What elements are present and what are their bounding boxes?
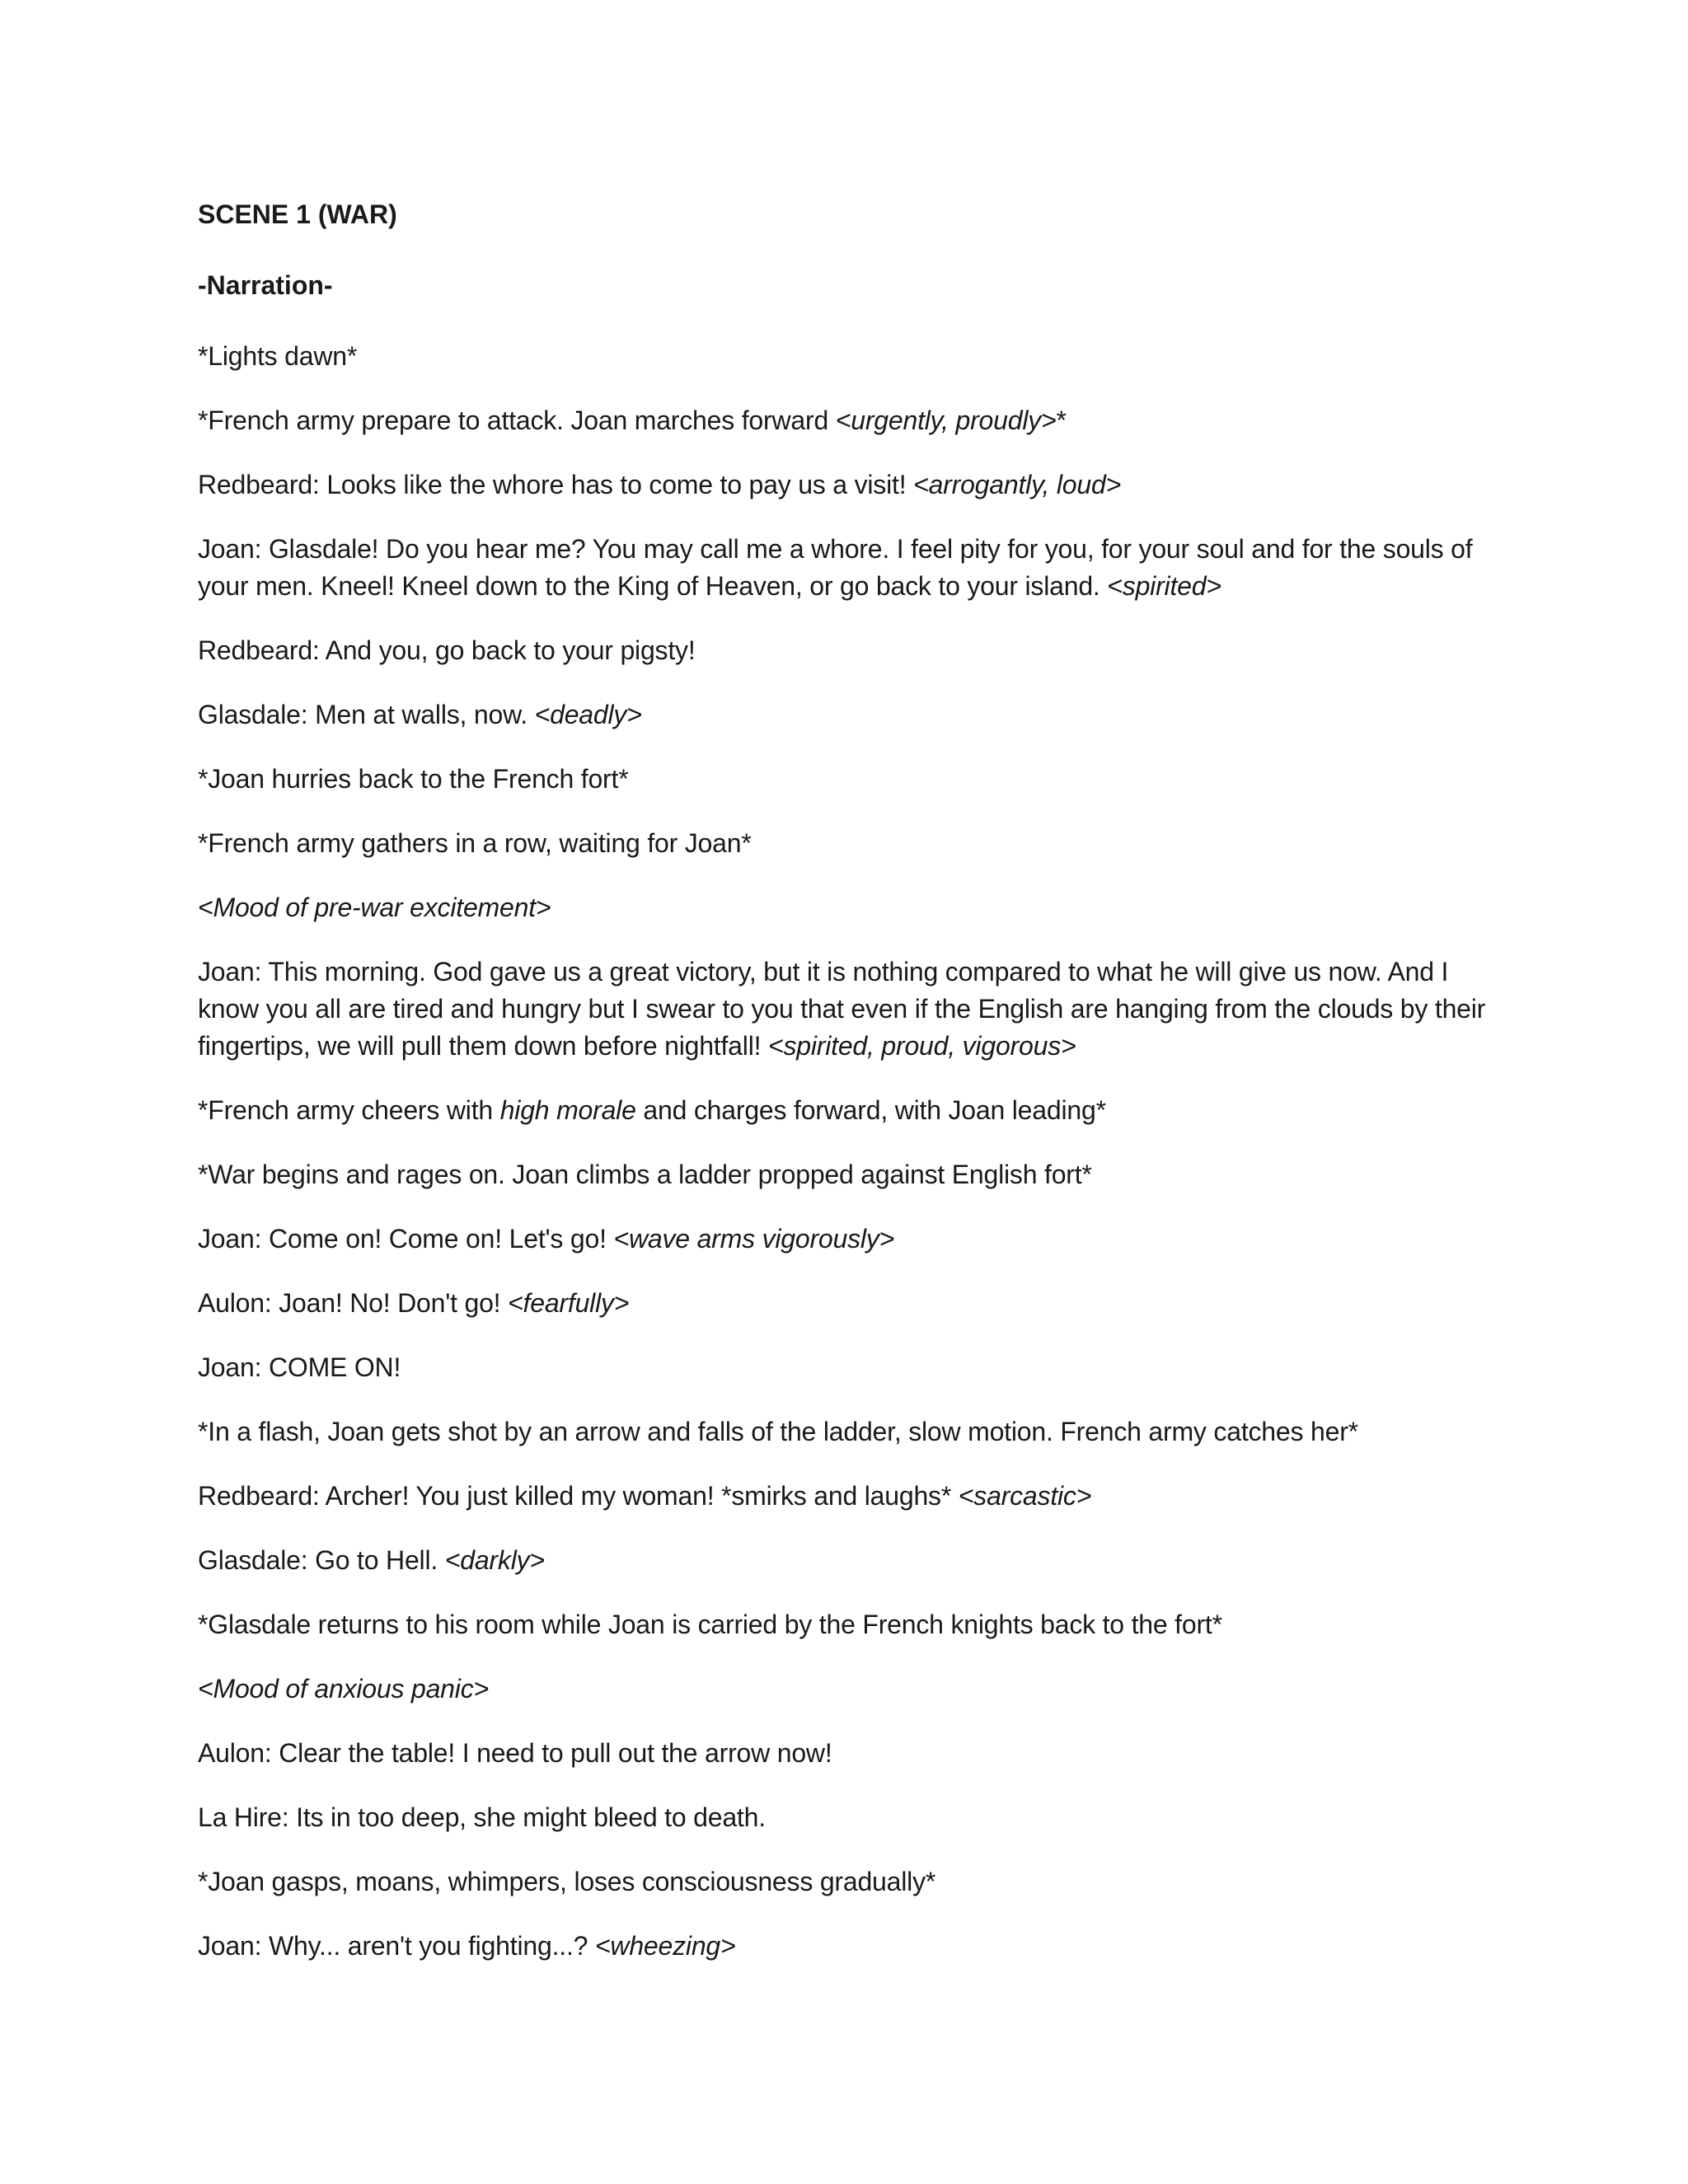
line-text: Redbeard: Archer! You just killed my woman! *smirks and laughs* — [198, 1481, 959, 1511]
script-line — [198, 954, 1500, 1065]
script-line — [198, 1606, 1500, 1643]
script-line — [198, 1928, 1500, 1965]
stage-direction-text: <arrogantly, loud> — [913, 470, 1122, 499]
line-text: Glasdale: Go to Hell. — [198, 1545, 445, 1575]
line-text: Glasdale: Men at walls, now. — [198, 700, 535, 729]
script-line — [198, 825, 1500, 862]
line-text: Joan: Come on! Come on! Let's go! — [198, 1224, 614, 1254]
line-text: Joan: Glasdale! Do you hear me? You may call me a whore. I feel pity for you, for your soul and for the souls of your men. Kneel! Kneel down to the King of Heaven, or go back to your island. — [198, 534, 1473, 601]
script-line — [198, 338, 1500, 375]
script-line — [198, 402, 1500, 439]
script-line — [198, 761, 1500, 798]
script-line — [198, 1413, 1500, 1451]
stage-direction-text: high morale — [499, 1095, 636, 1125]
line-text: *In a flash, Joan gets shot by an arrow and falls of the ladder, slow motion. French army catches her* — [198, 1417, 1358, 1446]
line-text: Aulon: Joan! No! Don't go! — [198, 1288, 509, 1318]
line-text: *Lights dawn* — [198, 341, 358, 371]
stage-direction-text: <darkly> — [444, 1545, 545, 1575]
scene-title: SCENE 1 (WAR) — [198, 199, 397, 229]
line-text: * — [1056, 405, 1067, 435]
script-line — [198, 1799, 1500, 1836]
stage-direction-text: <spirited> — [1107, 571, 1221, 601]
stage-direction-text: <spirited, proud, vigorous> — [767, 1031, 1076, 1061]
script-line — [198, 466, 1500, 504]
script-line — [198, 1542, 1500, 1579]
line-text: *Joan hurries back to the French fort* — [198, 764, 629, 794]
line-text: and charges forward, with Joan leading* — [635, 1095, 1106, 1125]
script-line — [198, 1221, 1500, 1258]
script-line — [198, 1863, 1500, 1900]
line-text: *French army gathers in a row, waiting for Joan* — [198, 828, 752, 858]
script-line — [198, 889, 1500, 926]
line-text: La Hire: Its in too deep, she might bleed to death. — [198, 1802, 766, 1832]
section-label: -Narration- — [198, 270, 333, 300]
line-text: Aulon: Clear the table! I need to pull out the arrow now! — [198, 1738, 832, 1768]
script-line — [198, 1671, 1500, 1708]
script-line — [198, 696, 1500, 733]
line-text: *French army cheers with — [198, 1095, 500, 1125]
line-text: *War begins and rages on. Joan climbs a ladder propped against English fort* — [198, 1160, 1092, 1189]
line-text: *Glasdale returns to his room while Joan is carried by the French knights back to the fort* — [198, 1610, 1222, 1639]
line-text: Joan: Why... aren't you fighting...? — [198, 1931, 595, 1961]
script-line — [198, 1285, 1500, 1322]
script-line — [198, 531, 1500, 605]
script-lines — [198, 338, 1500, 1965]
line-text: *Joan gasps, moans, whimpers, loses consciousness gradually* — [198, 1867, 936, 1896]
script-line — [198, 1478, 1500, 1515]
script-line — [198, 1156, 1500, 1193]
line-text: Joan: This morning. God gave us a great victory, but it is nothing compared to what he will give us now. And I know you all are tired and hungry but I swear to you that even if the English are hanging from the clouds by their fingertips, we will pull them down before nightfall! — [198, 957, 1486, 1061]
line-text: *French army prepare to attack. Joan marches forward — [198, 405, 836, 435]
script-line — [198, 1735, 1500, 1772]
script-line — [198, 632, 1500, 669]
script-page — [198, 198, 1500, 1992]
line-text: Redbeard: And you, go back to your pigsty! — [198, 635, 696, 665]
stage-direction-text: <fearfully> — [508, 1288, 630, 1318]
stage-direction-text: <sarcastic> — [958, 1481, 1092, 1511]
stage-direction-text: <wheezing> — [594, 1931, 736, 1961]
stage-direction-text: <Mood of anxious panic> — [198, 1674, 489, 1704]
stage-direction-text: <urgently, proudly> — [835, 405, 1057, 435]
line-text: Joan: COME ON! — [198, 1352, 401, 1382]
stage-direction-text: <wave arms vigorously> — [613, 1224, 895, 1254]
script-line — [198, 1349, 1500, 1386]
line-text: Redbeard: Looks like the whore has to come to pay us a visit! — [198, 470, 914, 499]
script-line — [198, 1092, 1500, 1129]
stage-direction-text: <deadly> — [534, 700, 642, 729]
stage-direction-text: <Mood of pre-war excitement> — [198, 893, 551, 922]
